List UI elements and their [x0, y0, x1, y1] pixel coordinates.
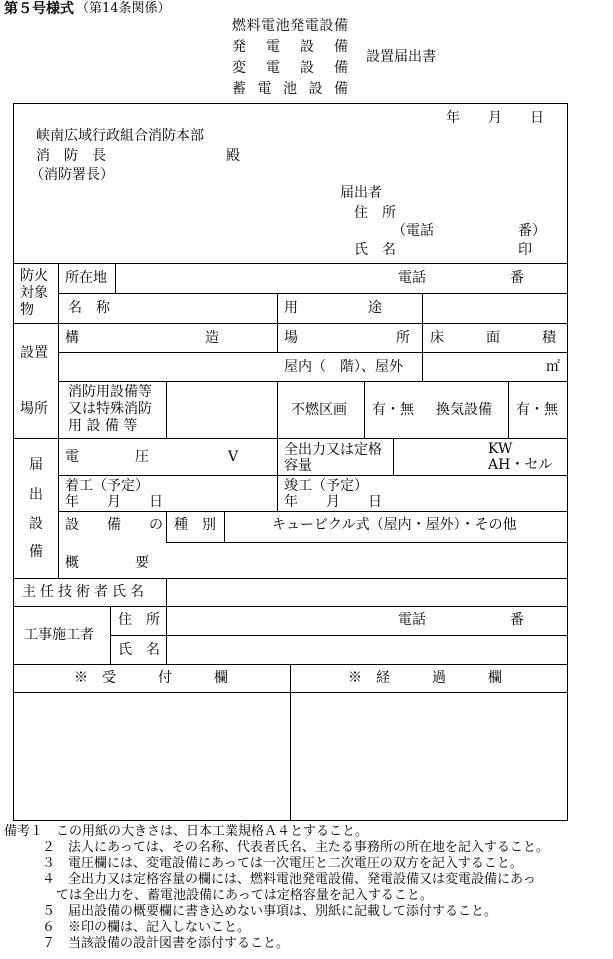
title-suffix: 設置届出書 [366, 49, 436, 65]
contractor-phone-label: 電話 番 [398, 612, 524, 628]
place-label: 場 所 [284, 330, 410, 346]
note-4: ４ 全出力又は定格容量の欄には、燃料電池発電設備、発電設備又は変電設備にあっ [42, 872, 536, 887]
volt-unit: V [228, 449, 239, 465]
fire-equipment-label: 消防用設備等 又は特殊消防 用 設 備 等 [68, 384, 152, 434]
notes-block [4, 824, 549, 952]
honorific: 殿 [226, 148, 240, 164]
type-options: キュービクル式（屋内・屋外）・その他 [272, 517, 517, 533]
equipment-label-2: 出 [29, 487, 43, 503]
seal-mark: 印 [518, 242, 532, 258]
location-phone-label: 電話 番 [398, 270, 524, 286]
equipment-of-label: 設 備 の [65, 517, 163, 533]
summary-label: 概 要 [65, 555, 149, 571]
start-date-label: 着工（予定） 年 月 日 [65, 478, 163, 510]
indoor-outdoor-label: 屋内（ 階）、屋外 [284, 359, 403, 375]
sqm-unit: ㎡ [546, 359, 560, 375]
title-battery: 蓄 電 池 設 備 [232, 81, 348, 97]
note-7: ７ 当該設備の設計図書を添付すること。 [42, 936, 290, 951]
submitter-phone-label: （電話 番） [392, 223, 546, 239]
note-5: ５ 届出設備の概要欄に書き込めない事項は、別紙に記載して添付すること。 [42, 904, 498, 919]
chief-title: 消 防 長 [36, 148, 106, 164]
ventilation-yes-no: 有・無 [516, 402, 558, 418]
location-label: 所在地 [65, 270, 107, 286]
submitter-address-label: 住 所 [354, 205, 396, 221]
floor-area-label: 床 面 積 [430, 330, 556, 346]
sub-chief-title: （消防署長） [30, 167, 114, 183]
contractor-name-label: 氏 名 [118, 642, 160, 658]
install-label-top: 設置 [20, 345, 48, 361]
structure-label: 構 造 [65, 330, 219, 346]
reception-column-header: ※ 受 付 欄 [74, 670, 228, 686]
non-combustible-yes-no: 有・無 [372, 402, 414, 418]
fire-target-label: 防火 対象 物 [20, 268, 48, 318]
ah-unit: AH・セル [488, 457, 553, 473]
title-fuel-cell: 燃料電池発電設備 [232, 18, 348, 34]
contractor-address-label: 住 所 [118, 612, 160, 628]
title-generator: 発 電 設 備 [232, 39, 348, 55]
output-label: 全出力又は定格 容量 [284, 442, 382, 474]
kw-unit: KW [488, 441, 513, 457]
equipment-label-1: 届 [29, 457, 43, 473]
title-substation: 変 電 設 備 [232, 60, 348, 76]
equipment-label-4: 備 [29, 544, 43, 560]
non-combustible-label: 不燃区画 [291, 402, 347, 418]
contractor-label: 工事施工者 [24, 627, 94, 643]
note-6: ６ ※印の欄は、記入しないこと。 [42, 920, 251, 935]
complete-date-label: 竣工（予定） 年 月 日 [284, 478, 382, 510]
install-label-bottom: 場所 [20, 401, 48, 417]
engineer-name-label: 主任技術者氏名 [22, 584, 148, 600]
ventilation-label: 換気設備 [436, 402, 492, 418]
date-field: 年 月 日 [446, 110, 544, 126]
submitter-label: 届出者 [340, 185, 382, 201]
clause-label: （第14条関係） [76, 1, 171, 16]
progress-column-header: ※ 経 過 欄 [348, 670, 502, 686]
type-label: 種 別 [174, 517, 216, 533]
org-name: 峡南広域行政組合消防本部 [36, 128, 204, 144]
equipment-label-3: 設 [29, 516, 43, 532]
note-3: ３ 電圧欄には、変電設備にあっては一次電圧と二次電圧の双方を記入すること。 [42, 856, 523, 871]
name-label: 名 称 [68, 300, 110, 316]
submitter-name-label: 氏 名 [354, 242, 396, 258]
voltage-label: 電 圧 [65, 449, 149, 465]
use-label: 用 途 [284, 300, 382, 316]
note-2: ２ 法人にあっては、その名称、代表者氏名、主たる事務所の所在地を記入すること。 [42, 840, 549, 855]
note-4-cont: ては全出力を、蓄電池設備にあっては定格容量を記入すること。 [56, 888, 433, 903]
note-1: 備考１ この用紙の大きさは、日本工業規格Ａ４とすること。 [4, 824, 369, 839]
form-number: 第５号様式 [4, 1, 74, 17]
